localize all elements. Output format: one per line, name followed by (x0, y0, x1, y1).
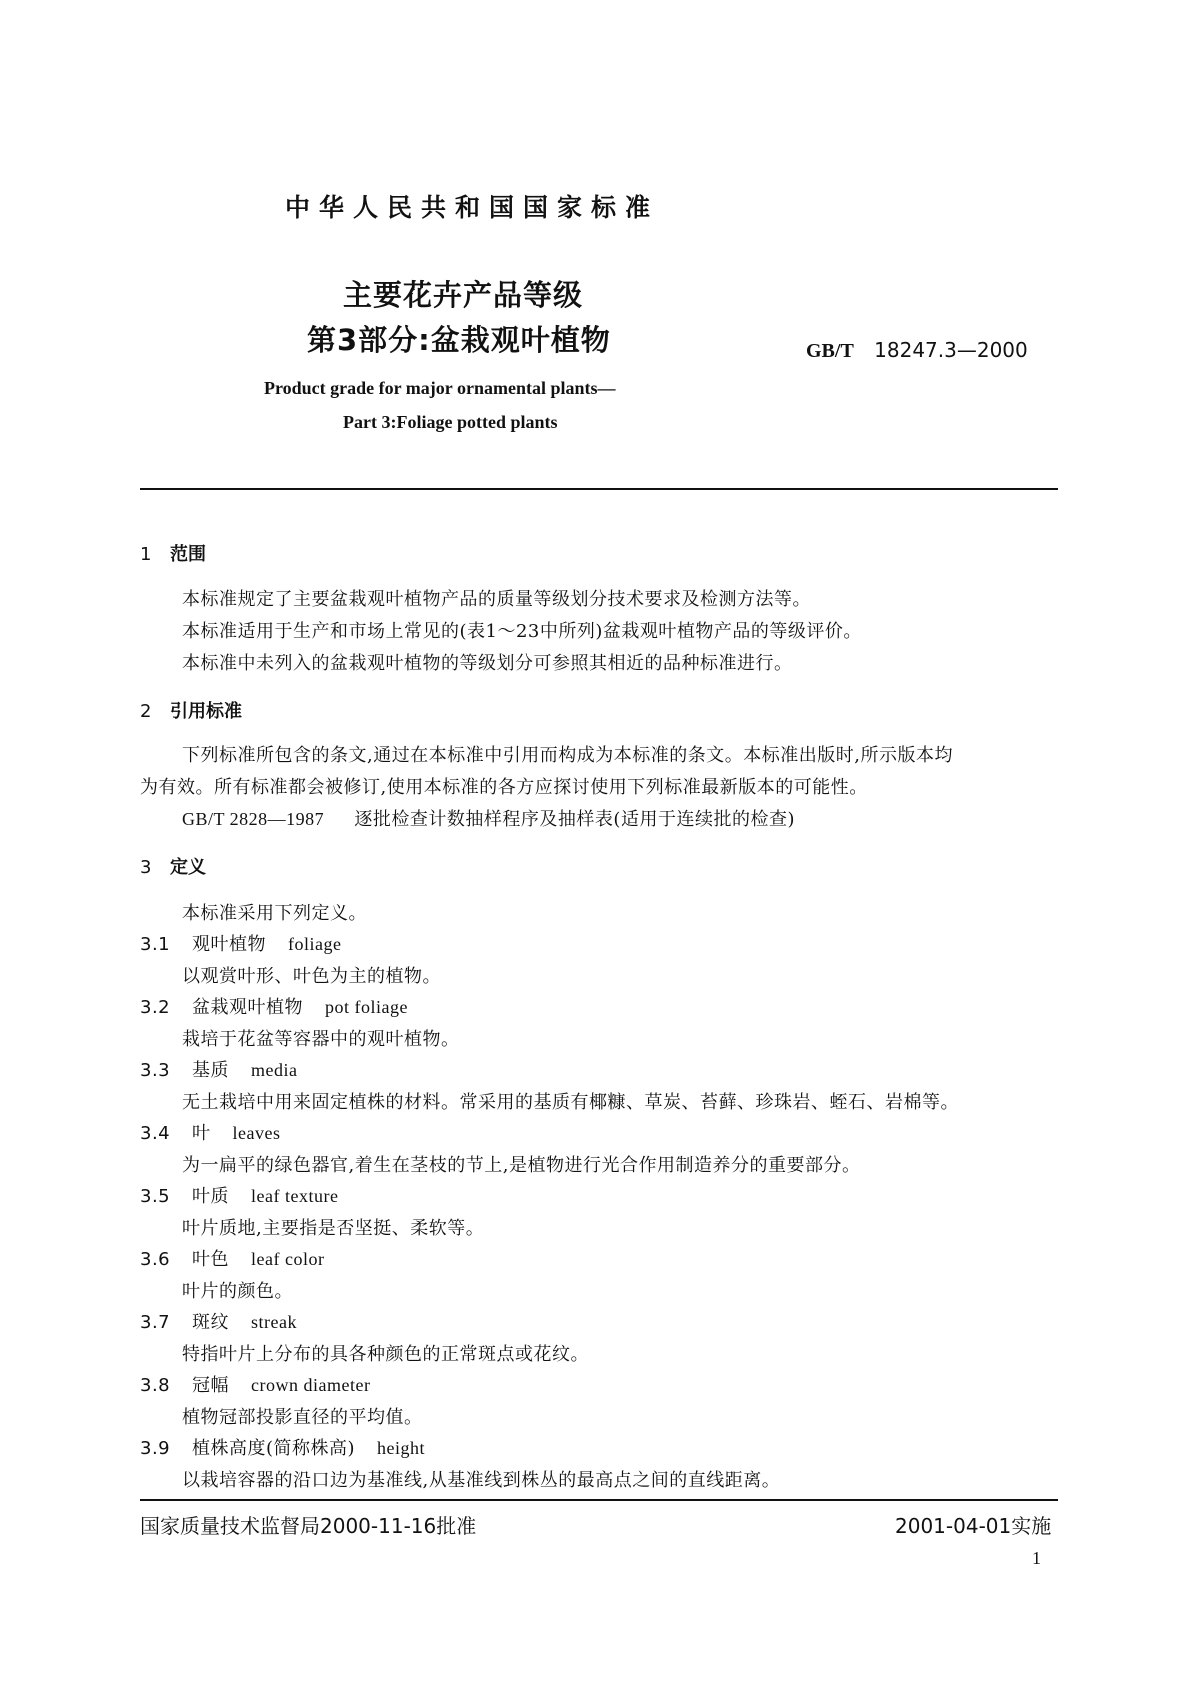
standard-number: 18247.3—2000 (874, 338, 1028, 362)
term-heading: 3.6 叶色 leaf color (140, 1249, 325, 1270)
footer-divider (140, 1499, 1058, 1501)
section-number: 3 (140, 857, 152, 878)
english-title-line2: Part 3:Foliage potted plants (343, 412, 558, 432)
term-definition: 叶片的颜色。 (182, 1281, 293, 1302)
standard-prefix: GB/T (806, 340, 854, 362)
english-title-line1: Product grade for major ornamental plants— (264, 378, 616, 398)
section-1-paragraph: 本标准适用于生产和市场上常见的(表1～23中所列)盆栽观叶植物产品的等级评价。 (182, 621, 862, 642)
term-heading: 3.1 观叶植物 foliage (140, 934, 342, 955)
national-standard-heading: 中华人民共和国国家标准 (285, 193, 660, 222)
term-heading: 3.3 基质 media (140, 1060, 298, 1081)
term-definition: 叶片质地,主要指是否坚挺、柔软等。 (182, 1218, 485, 1239)
section-title: 定义 (170, 857, 206, 878)
term-definition: 特指叶片上分布的具各种颜色的正常斑点或花纹。 (182, 1344, 589, 1365)
term-definition: 以观赏叶形、叶色为主的植物。 (182, 966, 441, 987)
term-heading: 3.7 斑纹 streak (140, 1312, 297, 1333)
section-2-heading (140, 697, 242, 723)
referenced-standard (182, 805, 795, 831)
standard-code (806, 338, 1028, 363)
implementation-date: 2001-04-01实施 (895, 1514, 1052, 1538)
section-title: 引用标准 (170, 701, 242, 722)
term-heading: 3.8 冠幅 crown diameter (140, 1375, 371, 1396)
section-1-heading (140, 540, 206, 566)
section-2-paragraph: 下列标准所包含的条文,通过在本标准中引用而构成为本标准的条文。本标准出版时,所示版本均 (182, 745, 953, 766)
approval-info: 国家质量技术监督局2000-11-16批准 (140, 1514, 477, 1538)
term-definition: 植物冠部投影直径的平均值。 (182, 1407, 423, 1428)
term-heading: 3.2 盆栽观叶植物 pot foliage (140, 997, 408, 1018)
term-heading: 3.5 叶质 leaf texture (140, 1186, 339, 1207)
section-1-paragraph: 本标准规定了主要盆栽观叶植物产品的质量等级划分技术要求及检测方法等。 (182, 589, 811, 610)
section-number: 2 (140, 701, 152, 722)
section-2-paragraph: 为有效。所有标准都会被修订,使用本标准的各方应探讨使用下列标准最新版本的可能性。 (140, 777, 868, 798)
referenced-standard-code: GB/T 2828—1987 (182, 809, 325, 829)
section-number: 1 (140, 544, 152, 565)
document-title: 主要花卉产品等级 (343, 278, 584, 312)
term-heading: 3.4 叶 leaves (140, 1123, 281, 1144)
document-subtitle: 第3部分:盆栽观叶植物 (307, 323, 611, 357)
term-definition: 无土栽培中用来固定植株的材料。常采用的基质有椰糠、草炭、苔藓、珍珠岩、蛭石、岩棉等。 (182, 1092, 959, 1113)
section-3-intro: 本标准采用下列定义。 (182, 903, 367, 924)
term-definition: 栽培于花盆等容器中的观叶植物。 (182, 1029, 460, 1050)
section-3-heading (140, 853, 206, 879)
page-number: 1 (1032, 1548, 1041, 1568)
section-title: 范围 (170, 544, 206, 565)
header-divider (140, 488, 1058, 490)
term-definition: 为一扁平的绿色器官,着生在茎枝的节上,是植物进行光合作用制造养分的重要部分。 (182, 1155, 861, 1176)
term-definition: 以栽培容器的沿口边为基准线,从基准线到株丛的最高点之间的直线距离。 (182, 1470, 781, 1491)
section-1-paragraph: 本标准中未列入的盆栽观叶植物的等级划分可参照其相近的品种标准进行。 (182, 653, 793, 674)
term-heading: 3.9 植株高度(简称株高) height (140, 1438, 426, 1459)
referenced-standard-title: 逐批检查计数抽样程序及抽样表(适用于连续批的检查) (354, 809, 795, 830)
